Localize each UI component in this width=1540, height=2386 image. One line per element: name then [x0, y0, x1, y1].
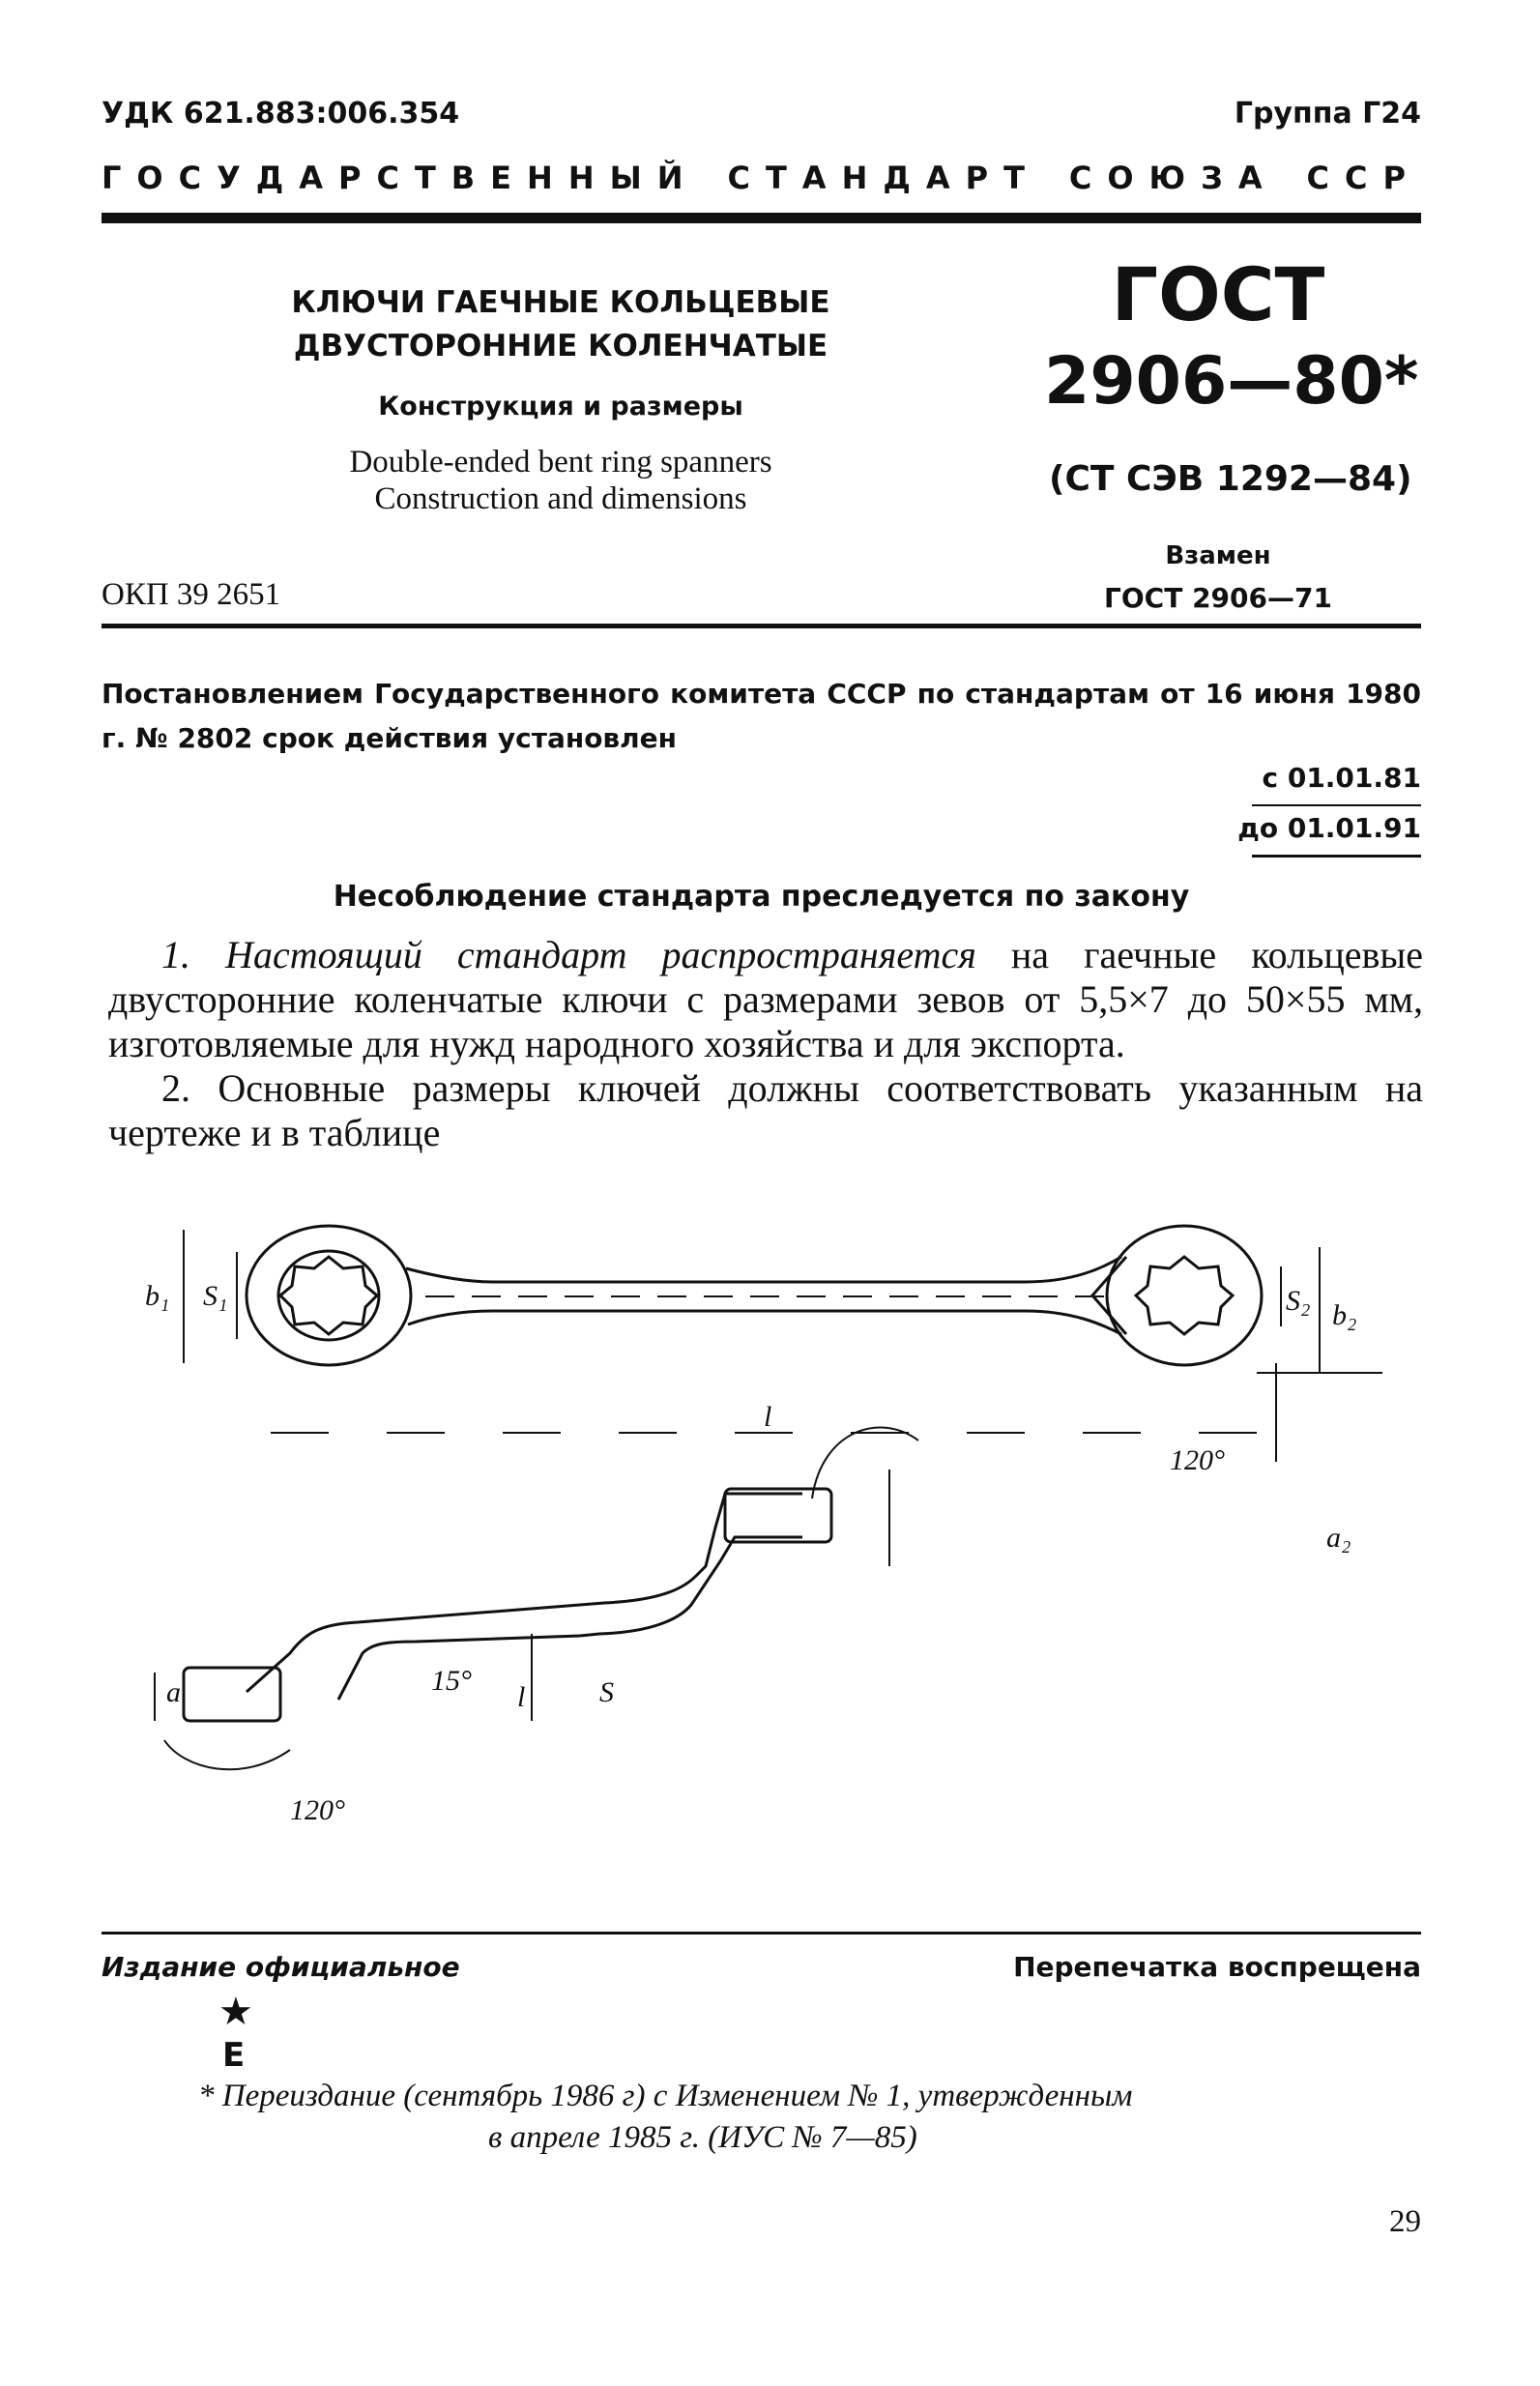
title-line-2: ДВУСТОРОННИЕ КОЛЕНЧАТЫЕ	[293, 329, 828, 364]
paragraph-2: 2. Основные размеры ключей должны соответствовать указанным на чертеже и в таблице	[108, 1066, 1423, 1154]
gost-label: ГОСТ	[1111, 251, 1325, 337]
reissue-note-1: * Переиздание (сентябрь 1986 г) с Изменением № 1, утвержденным	[198, 2079, 1133, 2113]
label-15deg: 15°	[431, 1665, 472, 1697]
paragraph-1-italic: 1. Настоящий стандарт распространяется	[161, 933, 976, 976]
body-text	[108, 933, 1423, 1155]
label-angle-bottom: 120°	[290, 1794, 345, 1826]
spanner-drawing	[145, 1218, 1402, 1914]
label-l: l	[764, 1401, 772, 1433]
bottom-angle-arc	[164, 1740, 290, 1769]
side-view	[155, 1428, 918, 1770]
label-s2: S₂	[1286, 1285, 1311, 1317]
group-code: Группа Г24	[1234, 97, 1421, 131]
label-s1: S₁	[203, 1280, 228, 1312]
handle-bottom-edge	[408, 1311, 1121, 1334]
e-mark: Е	[222, 2036, 246, 2075]
title-english-2: Construction and dimensions	[374, 481, 747, 516]
title-subtitle: Конструкция и размеры	[378, 392, 743, 422]
right-ring-teeth	[1136, 1257, 1233, 1334]
title-english-1: Double-ended bent ring spanners	[349, 445, 772, 480]
star-mark: ★	[218, 1990, 253, 2034]
date-underline	[1252, 855, 1421, 858]
right-ring-outer	[1107, 1226, 1262, 1365]
top-view	[184, 1226, 1382, 1462]
label-angle-top: 120°	[1170, 1444, 1225, 1476]
footer-rule	[102, 1932, 1421, 1935]
okp-code: ОКП 39 2651	[102, 577, 281, 612]
replaces-standard: ГОСТ 2906—71	[1104, 582, 1332, 614]
effective-to: до 01.01.91	[1237, 812, 1421, 844]
state-standard-heading	[102, 160, 1421, 196]
handle-top-edge	[406, 1257, 1121, 1282]
gost-number: 2906—80*	[1044, 343, 1419, 420]
label-a2: a₂	[1326, 1522, 1351, 1554]
page-number: 29	[1389, 2204, 1421, 2239]
heading-word-2: СТАНДАРТ	[727, 160, 1040, 196]
title-line-1: КЛЮЧИ ГАЕЧНЫЕ КОЛЬЦЕВЫЕ	[291, 285, 830, 320]
reissue-note-2: в апреле 1985 г. (ИУС № 7—85)	[488, 2120, 917, 2155]
udk-code: УДК 621.883:006.354	[102, 97, 460, 131]
top-head-side	[725, 1489, 831, 1542]
label-a: a	[166, 1676, 181, 1708]
middle-rule	[102, 624, 1421, 628]
label-s: S	[599, 1676, 614, 1708]
top-thick-rule	[102, 213, 1421, 223]
left-ring-socket	[278, 1251, 379, 1340]
effective-from: с 01.01.81	[1262, 762, 1421, 794]
paragraph-1	[108, 933, 1423, 1066]
heading-word-4: ССР	[1306, 160, 1421, 196]
st-sev-number: (СТ СЭВ 1292—84)	[1049, 459, 1412, 499]
left-ring-outer	[247, 1226, 411, 1365]
heading-word-3: СОЮЗА	[1068, 160, 1278, 196]
left-ring-teeth	[280, 1257, 377, 1334]
side-body-top	[247, 1494, 802, 1692]
label-b2: b₂	[1332, 1299, 1357, 1331]
edition-label: Издание официальное	[102, 1951, 460, 1983]
paragraph-1-rest: на гаечные кольцевые двусторонние коленчатые ключи с размерами зевов от 5,5×7 до 50×55 мм, изготовляемые для нужд народного хозяйства и для экспорта.	[108, 933, 1423, 1065]
replaces-label: Взамен	[1165, 541, 1271, 570]
label-h: l	[517, 1681, 526, 1713]
heading-word-1: ГОСУДАРСТВЕННЫЙ	[102, 160, 699, 196]
drawing-labels	[145, 1280, 1356, 1826]
date-separator	[1252, 804, 1421, 806]
label-b1: b₁	[145, 1280, 170, 1312]
decree-text: Постановлением Государственного комитета СССР по стандартам от 16 июня 1980 г. № 2802 срок действия установлен	[102, 678, 1421, 754]
legal-warning: Несоблюдение стандарта преследуется по закону	[333, 880, 1190, 914]
reprint-notice: Перепечатка воспрещена	[1013, 1951, 1421, 1983]
